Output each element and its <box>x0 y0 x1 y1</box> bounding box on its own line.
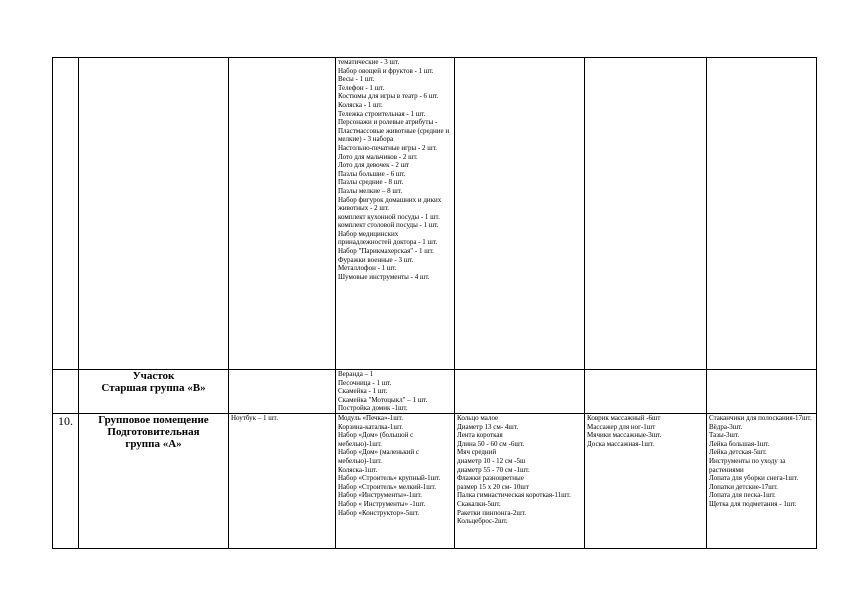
list-item: диаметр 10 - 12 см -5ш <box>457 456 526 465</box>
list-item: Диаметр 13 см- 4шт. <box>457 422 519 431</box>
list-item: Скакалки-5шт. <box>457 499 501 508</box>
list-cell-col5 <box>455 58 585 370</box>
list-item: Пазлы большие - 6 шт. <box>338 169 406 178</box>
list-item: Модуль «Печка»-1шт. <box>338 413 403 422</box>
list-item: Набор «Строитель» крупный-1шт. <box>338 474 441 483</box>
row-number-cell: 10. <box>53 413 79 548</box>
table-body <box>53 58 817 549</box>
list-cell-col7 <box>707 413 817 548</box>
list-item: Постройка домик -1шт. <box>338 404 408 413</box>
list-item: Набор « Инструменты» -1шт. <box>338 499 426 508</box>
list-item: комплект кухонной посуды - 1 шт. <box>338 212 440 221</box>
list-item: Тазы-3шт. <box>709 431 740 440</box>
room-title-cell: Участок Старшая группа «В» <box>79 370 229 414</box>
list-cell-col7 <box>707 370 817 414</box>
list-item: Лейка большая-1шт. <box>709 439 770 448</box>
room-title-cell <box>79 58 229 370</box>
list-item: тематические - 3 шт. <box>338 58 400 66</box>
table-row <box>53 413 817 548</box>
list-item: Набор овощей и фруктов - 1 шт. <box>338 66 434 75</box>
list-item: Набор «Инструменты»-1шт. <box>338 491 422 500</box>
list-item: размер 15 х 20 см- 10шт <box>457 482 529 491</box>
list-cell-col5 <box>455 370 585 414</box>
list-item: Кольцеброс-2шт. <box>457 517 508 526</box>
list-cell-col5 <box>455 413 585 548</box>
list-item: Палка гимнастическая короткая-11шт. <box>457 491 571 500</box>
list-item: Кольцо малое <box>457 413 499 422</box>
list-item: Шумовые инструменты - 4 шт. <box>338 272 430 281</box>
list-item: Мячики массажные-3шт. <box>587 431 662 440</box>
list-item: Стаканчики для полоскания-17шт. <box>709 413 812 422</box>
list-item: Лото для мальчиков - 2 шт. <box>338 152 418 161</box>
list-item: Набор «Конструктор»-5шт. <box>338 508 419 517</box>
list-item: Коляска-1шт. <box>338 465 378 474</box>
row-number-cell <box>53 370 79 414</box>
list-item: Телефон - 1 шт. <box>338 83 385 92</box>
list-item: Пазлы мелкие – 8 шт. <box>338 186 403 195</box>
list-item: Тележка строительная - 1 шт. <box>338 109 426 118</box>
list-item: Набор «Строитель» мелкий-1шт. <box>338 482 436 491</box>
list-item: Набор фигурок домашних и диких животных - 2 шт. <box>338 195 442 213</box>
list-cell-col3 <box>229 58 336 370</box>
list-cell-col6 <box>585 58 707 370</box>
list-cell-col6 <box>585 370 707 414</box>
list-item: диаметр 55 - 70 см -1шт. <box>457 465 530 474</box>
list-item: Весы - 1 шт. <box>338 75 375 84</box>
equipment-table <box>52 57 817 549</box>
list-item: Лейка детская-5шт. <box>709 448 767 457</box>
list-cell-col4 <box>336 58 455 370</box>
list-item: Вёдра-3шт. <box>709 422 743 431</box>
list-item: Массажер для ног-1шт <box>587 422 656 431</box>
list-item: Пластмассовые животные (средние и мелкие) - 3 набора <box>338 126 450 144</box>
list-item: Металлофон - 1 шт. <box>338 264 397 273</box>
list-item: Инструменты по уходу за растениями <box>709 456 786 474</box>
list-item: Лото для девочек - 2 шт <box>338 161 410 170</box>
list-cell-col3 <box>229 413 336 548</box>
list-item: Доска массажная-1шт. <box>587 439 655 448</box>
list-item: Коврик массажный -6шт <box>587 413 661 422</box>
list-cell-col3 <box>229 370 336 414</box>
room-title-cell: Групповое помещение Подготовительная группа «А» <box>79 413 229 548</box>
row-number-cell <box>53 58 79 370</box>
table-row <box>53 370 817 414</box>
list-item: Набор "Парикмахерская" - 1 шт. <box>338 247 434 256</box>
list-item: Костюмы для игры в театр - 6 шт. <box>338 92 439 101</box>
list-cell-col4 <box>336 413 455 548</box>
list-item: Щетка для подметания - 1шт. <box>709 499 797 508</box>
list-item: Скамейка "Мотоцыкл" – 1 шт. <box>338 395 428 404</box>
list-item: Мяч средний <box>457 448 497 457</box>
list-item: Набор «Дом» (маленький с мебелью)-1шт. <box>338 448 419 465</box>
list-item: Набор медицинских принадлежностей доктора - 1 шт. <box>338 229 438 247</box>
list-item: Лопата для уборки снега-1шт. <box>709 474 799 483</box>
list-cell-col4 <box>336 370 455 414</box>
list-item: Лента короткая <box>457 431 503 440</box>
list-cell-col6 <box>585 413 707 548</box>
list-item: Ноутбук – 1 шт. <box>231 413 278 422</box>
list-item: Длина 50 - 60 см -6шт. <box>457 439 524 448</box>
list-item: Набор «Дом» (большой с мебелью)-1шт. <box>338 431 414 448</box>
list-item: Флажки разноцветные <box>457 474 524 483</box>
list-item: Коляска - 1 шт. <box>338 100 383 109</box>
list-item: Ракетки пинпонга-2шт. <box>457 508 527 517</box>
list-item: Веранда – 1 <box>338 370 374 378</box>
list-item: Настольно-печатные игры - 2 шт. <box>338 143 437 152</box>
list-item: Пазлы средние - 8 шт. <box>338 178 404 187</box>
list-item: Корзина-каталка-1шт. <box>338 422 404 431</box>
list-cell-col7 <box>707 58 817 370</box>
list-item: Фуражки военные - 3 шт. <box>338 255 414 264</box>
list-item: Лопата для песка-1шт. <box>709 491 776 500</box>
list-item: Скамейка - 1 шт. <box>338 387 388 396</box>
list-item: комплект столовой посуды - 1 шт. <box>338 221 439 230</box>
list-item: Песочница - 1 шт. <box>338 378 392 387</box>
list-item: Персонажи и ролевые атрибуты - <box>338 118 438 127</box>
list-item: Лопатки детские-17шт. <box>709 482 778 491</box>
table-row <box>53 58 817 370</box>
